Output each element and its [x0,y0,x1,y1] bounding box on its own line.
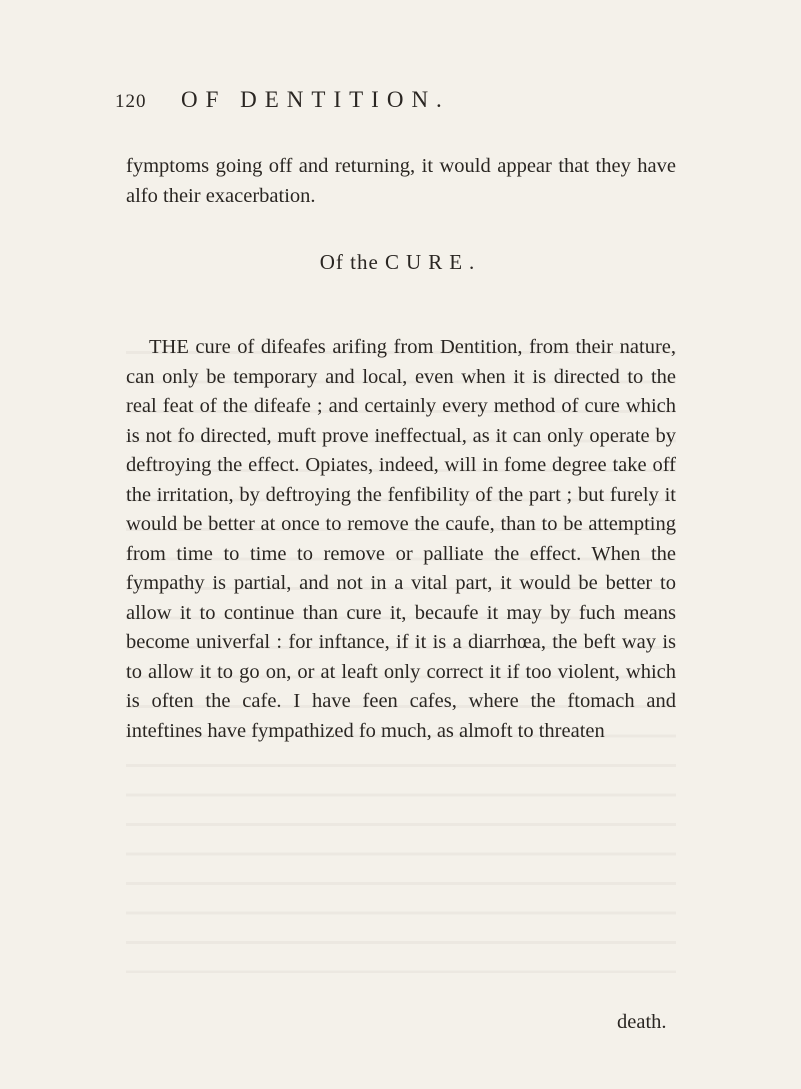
section-heading-main: CURE. [385,250,482,274]
page-header [115,87,675,117]
body-paragraph: THE cure of difeafes arifing from Dentition, from their nature, can only be temporary and local, even when it is directed to the real feat of the difeafe ; and certainly every method of cure which is not fo directed, muft prove ineffectual, as it can only operate by deftroying the effect. Opiates, indeed, will in fome degree take off the irritation, by deftroying the fenfibility of the part ; but furely it would be better at once to remove the caufe, than to be attempting from time to time to remove or palliate the effect. When the fympathy is partial, and not in a vital part, it would be better to allow it to continue than cure it, becaufe it may by fuch means become univerfal : for inftance, if it is a diarrhœa, the beft way is to allow it to go on, or at leaft only correct it if too violent, which is often the cafe. I have feen cafes, where the ftomach and inteftines have fympathized fo much, as almoft to threaten [126,336,676,742]
continuation-paragraph: fymptoms going off and returning, it would appear that they have alfo their exacerbation. [126,155,676,207]
section-heading-prefix: Of the [319,250,379,274]
page-number: 120 [115,91,147,112]
catchword: death. [617,1011,667,1033]
running-head: OF DENTITION. [181,87,450,112]
section-heading [0,250,801,275]
